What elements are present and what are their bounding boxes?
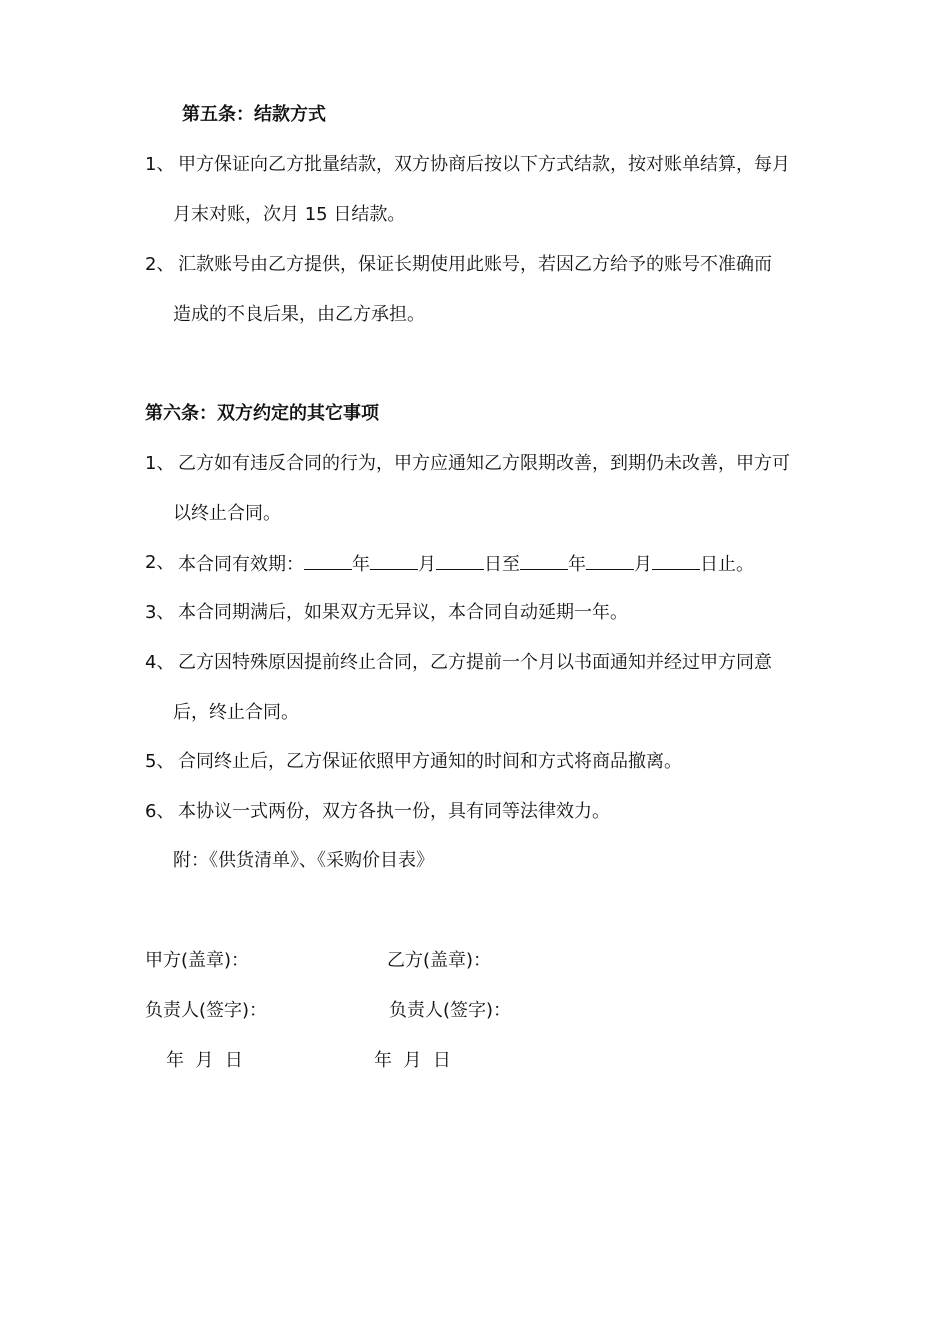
article-6-item-4-line-1: 乙方因特殊原因提前终止合同，乙方提前一个月以书面通知并经过甲方同意 [178, 652, 772, 673]
article-6-item-4-line-2: 后，终止合同。 [173, 702, 299, 723]
start-day-blank[interactable] [436, 551, 484, 570]
item-number: 2、 [145, 552, 175, 573]
item-number: 2、 [145, 254, 175, 275]
month-label: 月 [634, 554, 652, 575]
item-number: 3、 [145, 602, 175, 623]
item-number: 4、 [145, 652, 175, 673]
year-label: 年 [568, 554, 586, 575]
attachment-note: 附：《供货清单》、《采购价目表》 [173, 850, 434, 871]
article-5-item-1-line-2: 月末对账，次月 15 日结款。 [173, 204, 406, 225]
validity-label: 本合同有效期： [178, 554, 304, 575]
article-6-item-1-line-2: 以终止合同。 [173, 503, 281, 524]
article-6-title: 第六条：双方约定的其它事项 [145, 403, 379, 424]
article-6-item-1-line-1: 乙方如有违反合同的行为，甲方应通知乙方限期改善，到期仍未改善，甲方可 [178, 453, 790, 474]
article-6-item-3: 本合同期满后，如果双方无异议，本合同自动延期一年。 [178, 602, 628, 623]
item-number: 1、 [145, 154, 175, 175]
end-year-blank[interactable] [520, 551, 568, 570]
party-a-signer-label: 负责人(签字)： [145, 1000, 268, 1021]
party-b-signer-label: 负责人(签字)： [389, 1000, 512, 1021]
month-label: 月 [418, 554, 436, 575]
day-end-label: 日止。 [700, 554, 754, 575]
item-number: 1、 [145, 453, 175, 474]
end-day-blank[interactable] [652, 551, 700, 570]
day-to-label: 日至 [484, 554, 520, 575]
item-number: 5、 [145, 751, 175, 772]
article-5-title: 第五条：结款方式 [182, 104, 326, 125]
validity-period-line [178, 551, 754, 577]
start-month-blank[interactable] [370, 551, 418, 570]
article-6-item-5: 合同终止后，乙方保证依照甲方通知的时间和方式将商品撤离。 [178, 751, 682, 772]
article-5-item-2-line-1: 汇款账号由乙方提供，保证长期使用此账号，若因乙方给予的账号不准确而 [178, 254, 772, 275]
party-b-seal-label: 乙方(盖章)： [387, 950, 492, 971]
year-label: 年 [352, 554, 370, 575]
party-b-date: 年 月 日 [374, 1050, 451, 1071]
end-month-blank[interactable] [586, 551, 634, 570]
party-a-seal-label: 甲方(盖章)： [145, 950, 250, 971]
party-a-date: 年 月 日 [166, 1050, 243, 1071]
article-5-item-2-line-2: 造成的不良后果，由乙方承担。 [173, 304, 425, 325]
start-year-blank[interactable] [304, 551, 352, 570]
article-5-item-1-line-1: 甲方保证向乙方批量结款，双方协商后按以下方式结款，按对账单结算，每月 [178, 154, 790, 175]
item-number: 6、 [145, 801, 175, 822]
article-6-item-6: 本协议一式两份，双方各执一份，具有同等法律效力。 [178, 801, 610, 822]
